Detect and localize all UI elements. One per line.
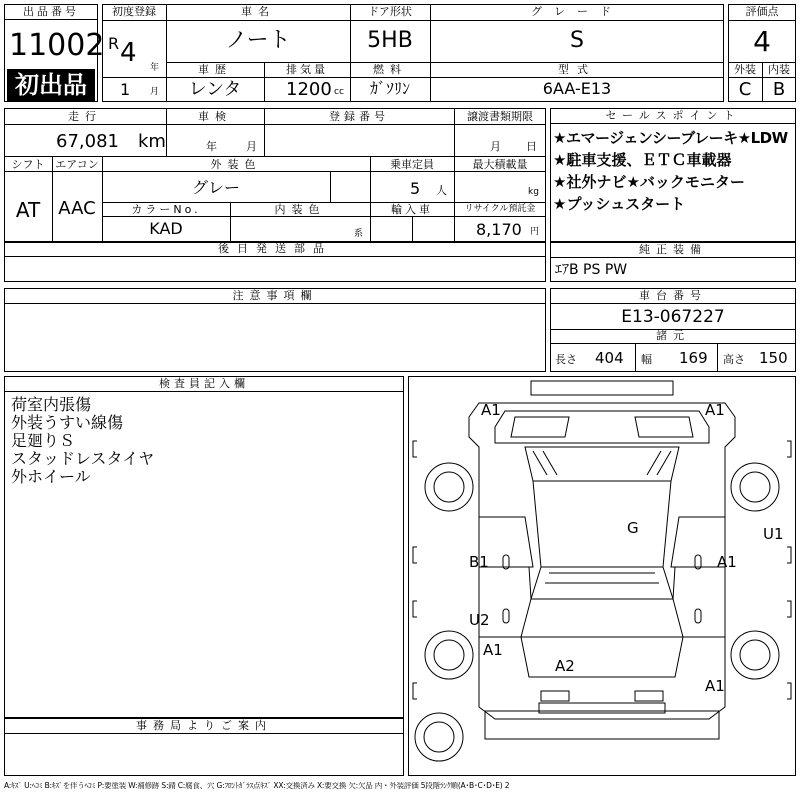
inspector-line-4: スタッドレスタイヤ: [11, 449, 155, 468]
car-diagram-box: [408, 376, 796, 776]
sales-line-3: ★社外ナビ★バックモニター: [553, 173, 745, 191]
inspector-line-3: 足廻りＳ: [11, 431, 76, 450]
inspector-line-2: 外装うすい線傷: [11, 413, 124, 432]
mileage-label: 走行: [68, 110, 102, 123]
reg-month-unit: 月: [150, 87, 160, 97]
equipment-value: ｴｱB PS PW: [555, 262, 628, 278]
transfer-label: 譲渡書類期限: [467, 110, 533, 123]
sales-line-4: ★プッシュスタート: [553, 195, 686, 213]
sales-label: セールスポイント: [551, 109, 795, 124]
equipment-label: 純正装備: [551, 243, 795, 258]
int-label: 内装: [768, 63, 790, 76]
fuel: ｶﾞｿﾘﾝ: [369, 79, 410, 98]
capacity-label: 乗車定員: [390, 158, 434, 171]
inspector-box: [4, 376, 404, 718]
chassis-box: [550, 288, 796, 372]
recycle: 8,170: [476, 220, 522, 239]
car-diagram: [409, 377, 795, 775]
sales-box: [550, 108, 796, 242]
inspector-line-1: 荷室内張傷: [11, 395, 92, 414]
mark-windshield: G: [627, 519, 639, 537]
grade-label: グレード: [531, 5, 623, 18]
first-listing-badge: 初出品: [7, 69, 95, 101]
mark-right-rear-door: U1: [763, 525, 784, 543]
mark-right-front-door: A1: [717, 553, 737, 571]
mark-front-right: A1: [705, 401, 725, 419]
disp-label: 排気量: [286, 63, 328, 76]
colorno: KAD: [149, 219, 183, 238]
name-label: 車名: [241, 5, 275, 18]
mark-front-left: A1: [481, 401, 501, 419]
hgt: 150: [759, 349, 788, 367]
intcolor-label: 内装色: [274, 203, 326, 216]
car-name: ノート: [225, 28, 291, 53]
sales-line-2: ★駐車支援、ＥＴＣ車載器: [553, 151, 732, 169]
shift-label: シフト: [11, 158, 45, 171]
ac-label: エアコン: [55, 158, 99, 171]
history: レンタ: [188, 79, 242, 100]
door-type: 5HB: [367, 28, 413, 53]
grade: S: [570, 28, 584, 53]
hgt-label: 高さ: [723, 353, 745, 366]
disp-unit: cc: [334, 87, 344, 97]
transfer-month-unit: 月: [490, 140, 501, 153]
score: 4: [753, 25, 771, 58]
door-label: ドア形状: [368, 5, 412, 18]
load-unit: kg: [528, 187, 539, 197]
reg-label: 初度登録: [112, 5, 156, 18]
lot-label: 出品番号: [5, 5, 97, 20]
int-grade: B: [772, 79, 786, 100]
lot-box: [4, 4, 105, 102]
model-label: 型式: [558, 63, 596, 76]
import-label: 輸入車: [391, 203, 433, 216]
transfer-day-unit: 日: [526, 140, 537, 153]
recycle-unit: 円: [530, 227, 540, 237]
mark-rear-right: A1: [705, 677, 725, 695]
color-label: 外装色: [210, 158, 262, 171]
mark-left-front-door: B1: [469, 553, 489, 571]
reg-month: 1: [120, 80, 131, 99]
fuel-label: 燃料: [373, 63, 407, 76]
inspect-year-unit: 年: [206, 140, 217, 153]
reg-year-unit: 年: [150, 63, 160, 73]
inspect-month-unit: 月: [246, 140, 257, 153]
later-parts-label: 後日発送部品: [4, 242, 546, 257]
len: 404: [595, 349, 624, 367]
wid: 169: [679, 349, 708, 367]
ext-label: 外装: [734, 63, 756, 76]
detail-box: [4, 108, 546, 242]
chassis-label: 車台番号: [551, 289, 795, 304]
reg-era: R: [108, 34, 120, 53]
inspector-line-5: 外ホイール: [11, 467, 91, 486]
office-label: 事務局よりご案内: [5, 719, 403, 734]
displacement: 1200: [286, 79, 332, 100]
intcolor-unit: 系: [354, 229, 364, 239]
len-label: 長さ: [555, 353, 577, 366]
regno-label: 登録番号: [329, 110, 389, 123]
equipment-box: [550, 242, 796, 282]
lot-number: 11002: [9, 28, 105, 63]
inspector-label: 検査員記入欄: [5, 377, 403, 392]
notes-label: 注意事項欄: [5, 289, 545, 304]
mark-rear-center: A2: [555, 657, 575, 675]
dims-label: 諸元: [551, 329, 795, 344]
capacity-unit: 人: [436, 184, 447, 197]
reg-year: 4: [120, 38, 137, 68]
mark-left-rear-door: U2: [469, 611, 490, 629]
legend: A:ｷｽﾞ U:ﾍｺﾐ B:ｷｽﾞを伴うﾍｺﾐ P:要塗装 W:補修跡 S:錆 C:腐食、穴 G:ﾌﾛﾝﾄｶﾞﾗｽ点ｷｽﾞ XX:交換済み X:要交換 欠:欠品 内・外装評価 5段階ﾗﾝｸ順(A･B･C･D･E) 2: [4, 782, 510, 790]
score-label: 評価点: [745, 5, 779, 18]
recycle-label: リサイクル預託金: [464, 204, 536, 214]
capacity: 5: [410, 179, 421, 198]
ext-grade: C: [738, 79, 752, 100]
mark-left-rear-fender: A1: [483, 641, 503, 659]
load-label: 最大積載量: [472, 158, 528, 171]
office-box: [4, 718, 404, 776]
inspect-label: 車検: [198, 110, 232, 123]
notes-box: [4, 288, 546, 372]
mileage: 67,081: [56, 131, 119, 152]
model: 6AA-E13: [542, 79, 612, 98]
color: グレー: [191, 178, 240, 197]
ac: AAC: [58, 198, 96, 219]
mileage-unit: km: [138, 131, 166, 152]
shift: AT: [15, 198, 41, 222]
sales-line-1: ★エマージェンシーブレーキ★LDW: [553, 129, 788, 147]
chassis-number: E13-067227: [621, 307, 725, 327]
colorno-label: カラーNo.: [131, 203, 201, 216]
history-label: 車歴: [198, 63, 232, 76]
wid-label: 幅: [641, 353, 652, 366]
